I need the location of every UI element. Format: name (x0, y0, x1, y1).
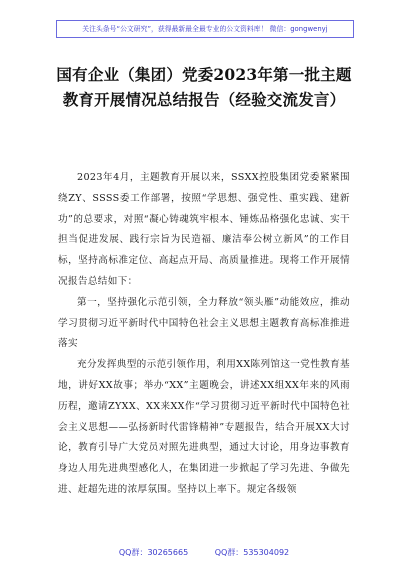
document-title: 国有企业（集团）党委2023年第一批主题教育开展情况总结报告（经验交流发言） (56, 65, 352, 109)
paragraph-section-one-body: 充分发挥典型的示范引领作用，利用XX陈列馆这一党性教育基地，讲好XX故事；举办“XX”主题晚会，讲述XX组XX年来的风雨历程，邀请ZYXX、XX来XX作“学习贯彻习近平新时代中国特色社会主义思想——弘扬新时代雷锋精神”专题报告，结合开展XX大讨论，教育引导广大党员对照先进典型，通过大讨论，用身边事教育身边人用先进典型感化人，在集团进一步掀起了学习先进、争做先进、赶超先进的浓厚氛围。坚持以上率下。规定各级领 (58, 359, 350, 495)
page-footer (0, 547, 408, 559)
qq-group-2: QQ群：535304092 (214, 548, 290, 557)
qq-group-1: QQ群：30265665 (118, 548, 189, 557)
paragraph-intro: 2023年4月，主题教育开展以来，SSXX控股集团党委紧紧围绕ZY、SSSS委工作部署，按照“学思想、强党性、重实践、建新功”的总要求，对照“凝心铸魂筑牢根本、锤炼品格强化忠诚、实干担当促进发展、践行宗旨为民造福、廉洁奉公树立新风”的工作目标，坚持高标准定位、高起点开局、高质量推进。现将工作开展情况报告总结如下： (58, 172, 350, 287)
document-body (58, 168, 350, 501)
promo-banner: 关注头条号“公文研究”，获得最新最全最专业的公文资料库！ 微信：gongwenyj (56, 20, 354, 38)
paragraph-section-one-heading: 第一，坚持强化示范引领，全力释放“领头雁”动能效应，推动学习贯彻习近平新时代中国特色社会主义思想主题教育高标准推进落实 (58, 296, 350, 350)
